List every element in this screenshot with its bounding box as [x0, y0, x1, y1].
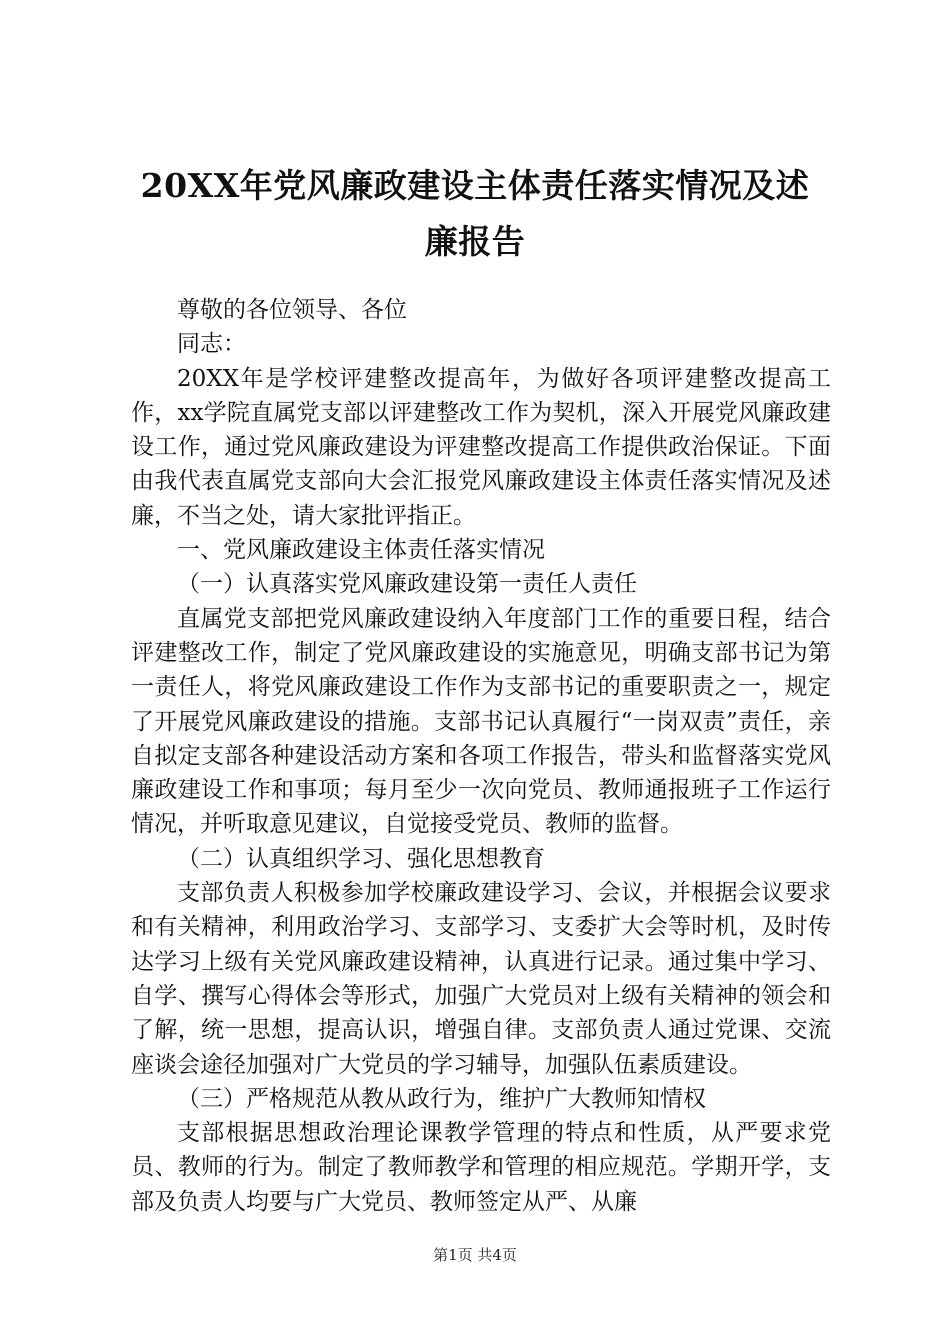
subsection-heading-1: （一）认真落实党风廉政建设第一责任人责任 [177, 571, 637, 598]
salutation-line-2: 同志： [177, 331, 246, 358]
subsection-heading-2: （二）认真组织学习、强化思想教育 [177, 845, 545, 872]
document-title-line-2: 廉报告 [424, 222, 526, 261]
document-title-line-1: 20XX年党风廉政建设主体责任落实情况及述 [140, 166, 810, 205]
salutation-line-1: 尊敬的各位领导、各位 [177, 297, 407, 323]
body-paragraph-2: 支部负责人积极参加学校廉政建设学习、会议，并根据会议要求和有关精神，利用政治学习、支部学习、支委扩大会等时机，及时传达学习上级有关党风廉政建设精神，认真进行记录。通过集中学习、自学、撰写心得体会等形式，加强广大党员对上级有关精神的领会和了解，统一思想，提高认识，增强自律。支部负责人通过党课、交流座谈会途径加强对广大党员的学习辅导，加强队伍素质建设。 [131, 880, 831, 1078]
page-number-footer: 第1页 共4页 [433, 1246, 517, 1264]
body-paragraph-1: 直属党支部把党风廉政建设纳入年度部门工作的重要日程，结合评建整改工作，制定了党风廉政建设的实施意见，明确支部书记为第一责任人，将党风廉政建设工作作为支部书记的重要职责之一，规定了开展党风廉政建设的措施。支部书记认真履行“一岗双责”责任，亲自拟定支部各种建设活动方案和各项工作报告，带头和监督落实党风廉政建设工作和事项；每月至少一次向党员、教师通报班子工作运行情况，并听取意见建议，自觉接受党员、教师的监督。 [131, 605, 831, 838]
subsection-heading-3: （三）严格规范从教从政行为，维护广大教师知情权 [177, 1085, 706, 1112]
body-paragraph-3: 支部根据思想政治理论课教学管理的特点和性质，从严要求党员、教师的行为。制定了教师教学和管理的相应规范。学期开学，支部及负责人均要与广大党员、教师签定从严、从廉 [131, 1120, 831, 1215]
intro-paragraph: 20XX年是学校评建整改提高年，为做好各项评建整改提高工作，xx学院直属党支部以评建整改工作为契机，深入开展党风廉政建设工作，通过党风廉政建设为评建整改提高工作提供政治保证。下面由我代表直属党支部向大会汇报党风廉政建设主体责任落实情况及述廉，不当之处，请大家批评指正。 [131, 365, 831, 529]
document-body [131, 293, 831, 1219]
section-heading-1: 一、党风廉政建设主体责任落实情况 [177, 537, 545, 564]
